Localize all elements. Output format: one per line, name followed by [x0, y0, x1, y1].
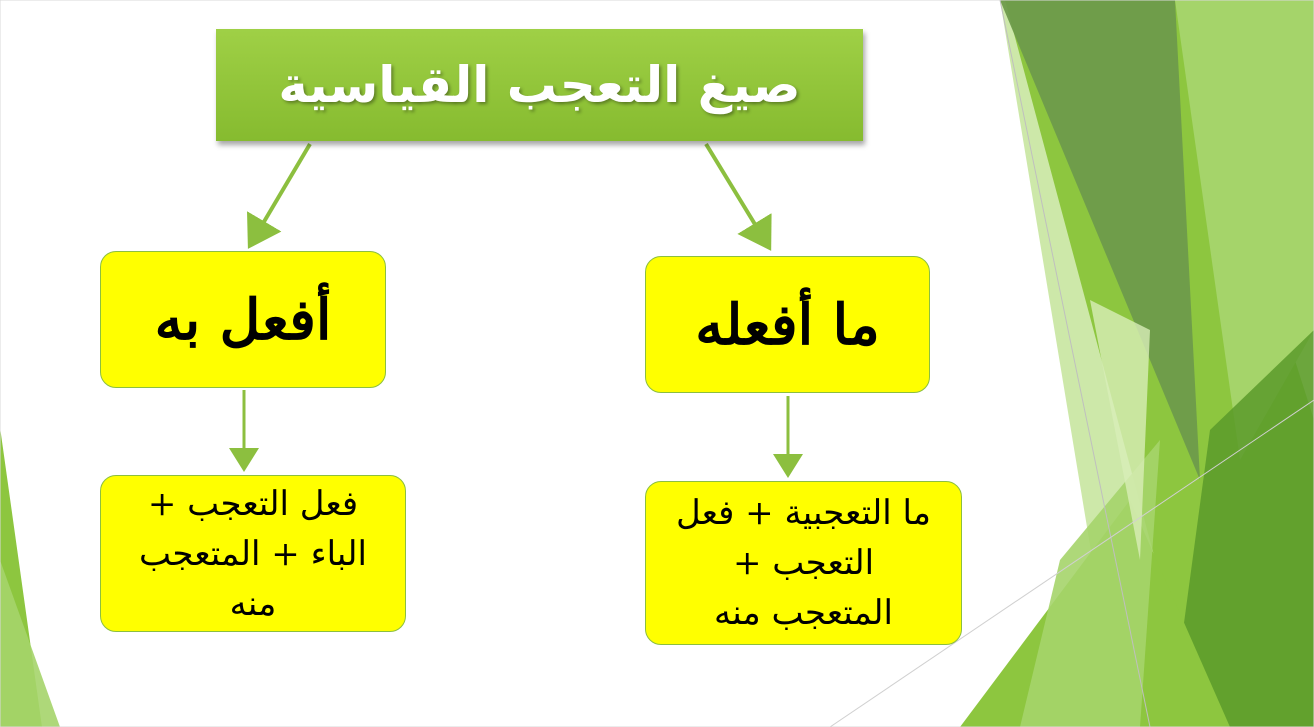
right-description-line: التعجب + — [732, 543, 875, 583]
left-description-line: الباء + المتعجب — [139, 533, 367, 574]
diagram-title-box — [216, 29, 863, 141]
left-description-box — [100, 475, 406, 632]
left-formula-box — [100, 251, 386, 388]
right-description-box — [645, 481, 962, 645]
left-description-line: منه — [229, 583, 277, 624]
diagram-title: صيغ التعجب القياسية — [278, 56, 801, 114]
left-description-text — [139, 479, 367, 629]
left-decoration — [0, 427, 60, 727]
right-description-line: ما التعجبية + فعل — [675, 493, 932, 533]
right-description-line: المتعجب منه — [714, 593, 893, 633]
left-description-line: فعل التعجب + — [147, 483, 359, 524]
right-formula-text: ما أفعله — [695, 291, 880, 358]
right-description-text — [676, 488, 931, 638]
left-formula-text: أفعل به — [154, 286, 332, 353]
right-formula-box — [645, 256, 930, 393]
